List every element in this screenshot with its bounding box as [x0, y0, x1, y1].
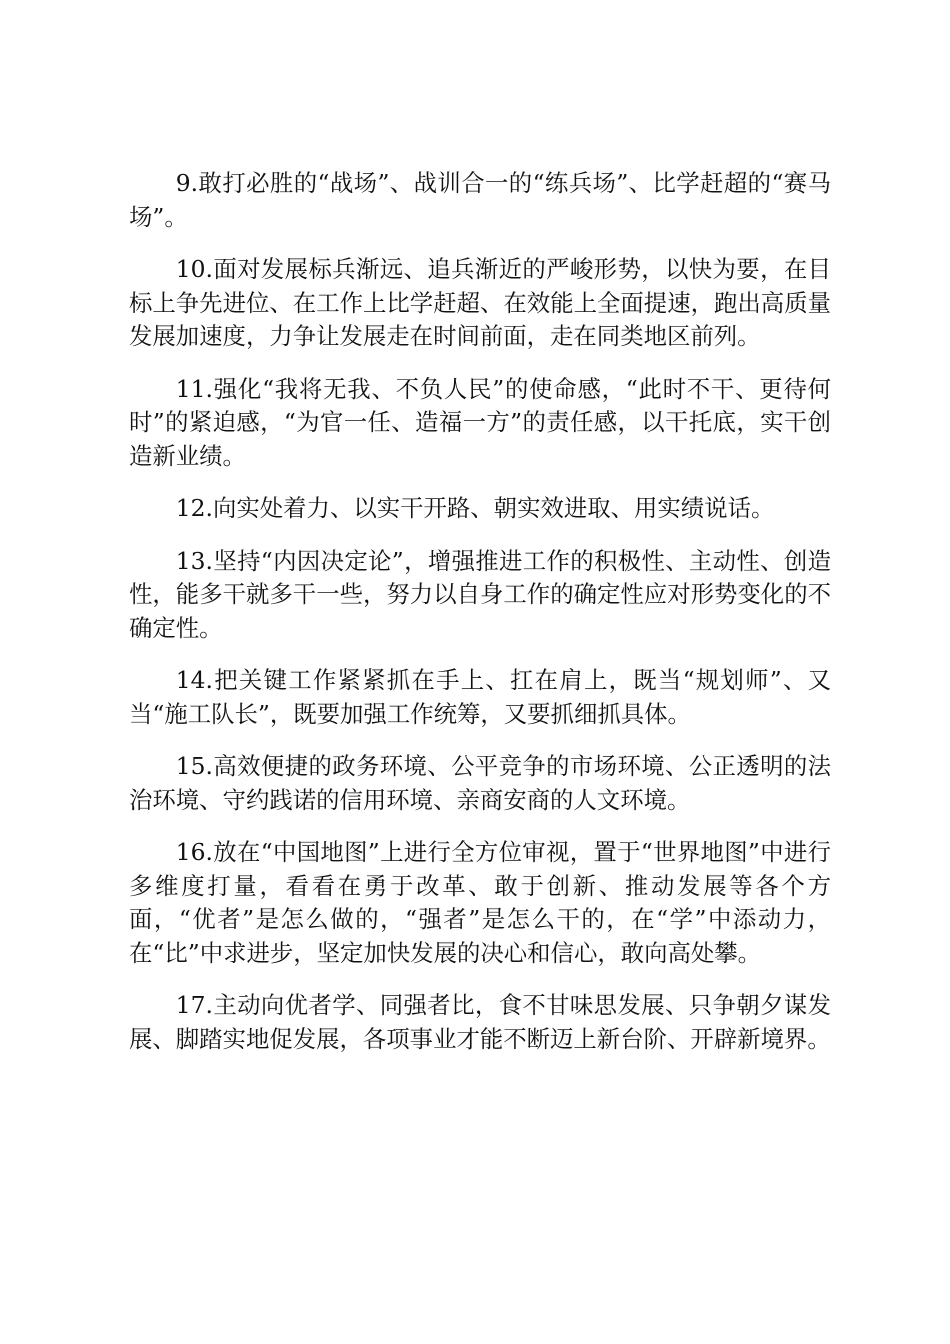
paragraph-12: 12.向实处着力、以实干开路、朝实效进取、用实绩说话。 — [175, 494, 775, 522]
paragraph-15: 15.高效便捷的政务环境、公平竞争的市场环境、公正透明的法治环境、守约践诺的信用环境、亲商安商的人文环境。 — [129, 752, 831, 814]
paragraph-16: 16.放在“中国地图”上进行全方位审视，置于“世界地图”中进行多维度打量，看看在勇于改革、敢于创新、推动发展等各个方面，“优者”是怎么做的，“强者”是怎么干的，在“学”中添动力，在“比”中求进步，坚定加快发展的决心和信心，敢向高处攀。 — [129, 838, 831, 967]
paragraph-17: 17.主动向优者学、同强者比，食不甘味思发展、只争朝夕谋发展、脚踏实地促发展，各项事业才能不断迈上新台阶、开辟新境界。 — [129, 991, 831, 1053]
paragraph-10: 10.面对发展标兵渐远、追兵渐近的严峻形势，以快为要，在目标上争先进位、在工作上比学赶超、在效能上全面提速，跑出高质量发展加速度，力争让发展走在时间前面，走在同类地区前列。 — [129, 255, 831, 350]
paragraph-14: 14.把关键工作紧紧抓在手上、扛在肩上，既当“规划师”、又当“施工队长”，既要加强工作统筹，又要抓细抓具体。 — [129, 666, 831, 728]
paragraph-13: 13.坚持“内因决定论”，增强推进工作的积极性、主动性、创造性，能多干就多干一些，努力以自身工作的确定性应对形势变化的不确定性。 — [129, 546, 831, 642]
paragraph-9: 9.敢打必胜的“战场”、战训合一的“练兵场”、比学赶超的“赛马场”。 — [129, 169, 831, 231]
paragraph-11: 11.强化“我将无我、不负人民”的使命感，“此时不干、更待何时”的紧迫感，“为官一任、造福一方”的责任感，以干托底，实干创造新业绩。 — [129, 374, 831, 470]
document-body — [129, 167, 831, 1075]
